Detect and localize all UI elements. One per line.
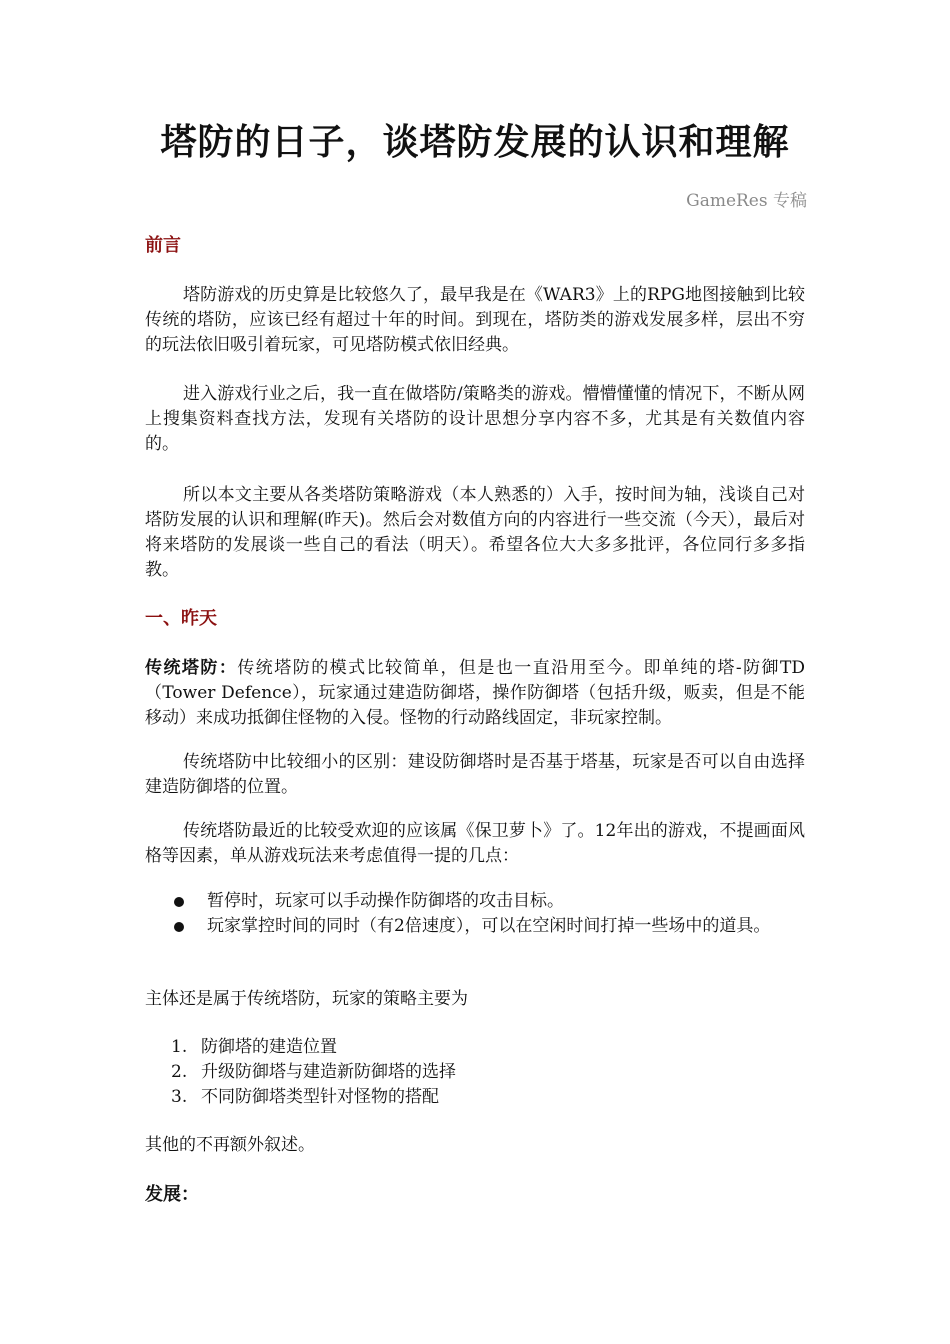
strategy-summary-text: 主体还是属于传统塔防，玩家的策略主要为 — [145, 989, 468, 1009]
list-number: 1. — [171, 1037, 188, 1057]
traditional-td-text: 传统塔防的模式比较简单，但是也一直沿用至今。即单纯的塔-防御TD（Tower Defence），玩家通过建造防御塔，操作防御塔（包括升级，贩卖，但是不能移动）来成功抵御住怪物的入侵。怪物的行动路线固定，非玩家控制。 — [145, 658, 805, 728]
list-number: 3. — [171, 1087, 188, 1107]
preface-paragraph-1-text: 塔防游戏的历史算是比较悠久了，最早我是在《WAR3》上的RPG地图接触到比较传统的塔防，应该已经有超过十年的时间。到现在，塔防类的游戏发展多样，层出不穷的玩法依旧吸引着玩家，可见塔防模式依旧经典。 — [145, 285, 805, 355]
list-item — [145, 1085, 805, 1110]
preface-paragraph-2-text: 进入游戏行业之后，我一直在做塔防/策略类的游戏。懵懵懂懂的情况下，不断从网上搜集资料查找方法，发现有关塔防的设计思想分享内容不多，尤其是有关数值内容的。 — [145, 384, 805, 454]
list-number: 2. — [171, 1062, 188, 1082]
preface-heading: 前言 — [145, 235, 181, 256]
carrot-paragraph — [145, 819, 805, 869]
document-title: 塔防的日子，谈塔防发展的认识和理解 — [160, 122, 790, 163]
list-item — [145, 1060, 805, 1085]
difference-paragraph — [145, 750, 805, 800]
list-item — [145, 914, 805, 939]
feature-bullet-list — [145, 889, 805, 939]
list-item — [145, 889, 805, 914]
preface-paragraph-3 — [145, 483, 805, 583]
byline: GameRes 专稿 — [686, 191, 807, 211]
section-yesterday-heading: 一、昨天 — [145, 608, 217, 629]
traditional-td-paragraph — [145, 656, 805, 731]
bullet-text: 暂停时，玩家可以手动操作防御塔的攻击目标。 — [207, 891, 564, 911]
closing-paragraph — [145, 1133, 805, 1158]
list-item — [145, 1035, 805, 1060]
difference-paragraph-text: 传统塔防中比较细小的区别：建设防御塔时是否基于塔基，玩家是否可以自由选择建造防御塔的位置。 — [145, 752, 805, 797]
list-text: 不同防御塔类型针对怪物的搭配 — [201, 1087, 439, 1107]
strategy-summary — [145, 987, 805, 1012]
preface-paragraph-2 — [145, 382, 805, 457]
traditional-td-lead: 传统塔防： — [145, 658, 238, 678]
preface-paragraph-3-text: 所以本文主要从各类塔防策略游戏（本人熟悉的）入手，按时间为轴，浅谈自己对塔防发展的认识和理解(昨天)。然后会对数值方向的内容进行一些交流（今天），最后对将来塔防的发展谈一些自己的看法（明天）。希望各位大大多多批评，各位同行多多指教。 — [145, 485, 805, 580]
development-heading: 发展： — [145, 1184, 199, 1205]
bullet-dot-icon — [174, 897, 184, 907]
bullet-text: 玩家掌控时间的同时（有2倍速度），可以在空闲时间打掉一些场中的道具。 — [207, 916, 771, 936]
strategy-numbered-list — [145, 1035, 805, 1110]
carrot-paragraph-text: 传统塔防最近的比较受欢迎的应该属《保卫萝卜》了。12年出的游戏，不提画面风格等因素，单从游戏玩法来考虑值得一提的几点： — [145, 821, 805, 866]
bullet-dot-icon — [174, 922, 184, 932]
list-text: 防御塔的建造位置 — [201, 1037, 337, 1057]
closing-paragraph-text: 其他的不再额外叙述。 — [145, 1135, 315, 1155]
preface-paragraph-1 — [145, 283, 805, 358]
list-text: 升级防御塔与建造新防御塔的选择 — [201, 1062, 456, 1082]
